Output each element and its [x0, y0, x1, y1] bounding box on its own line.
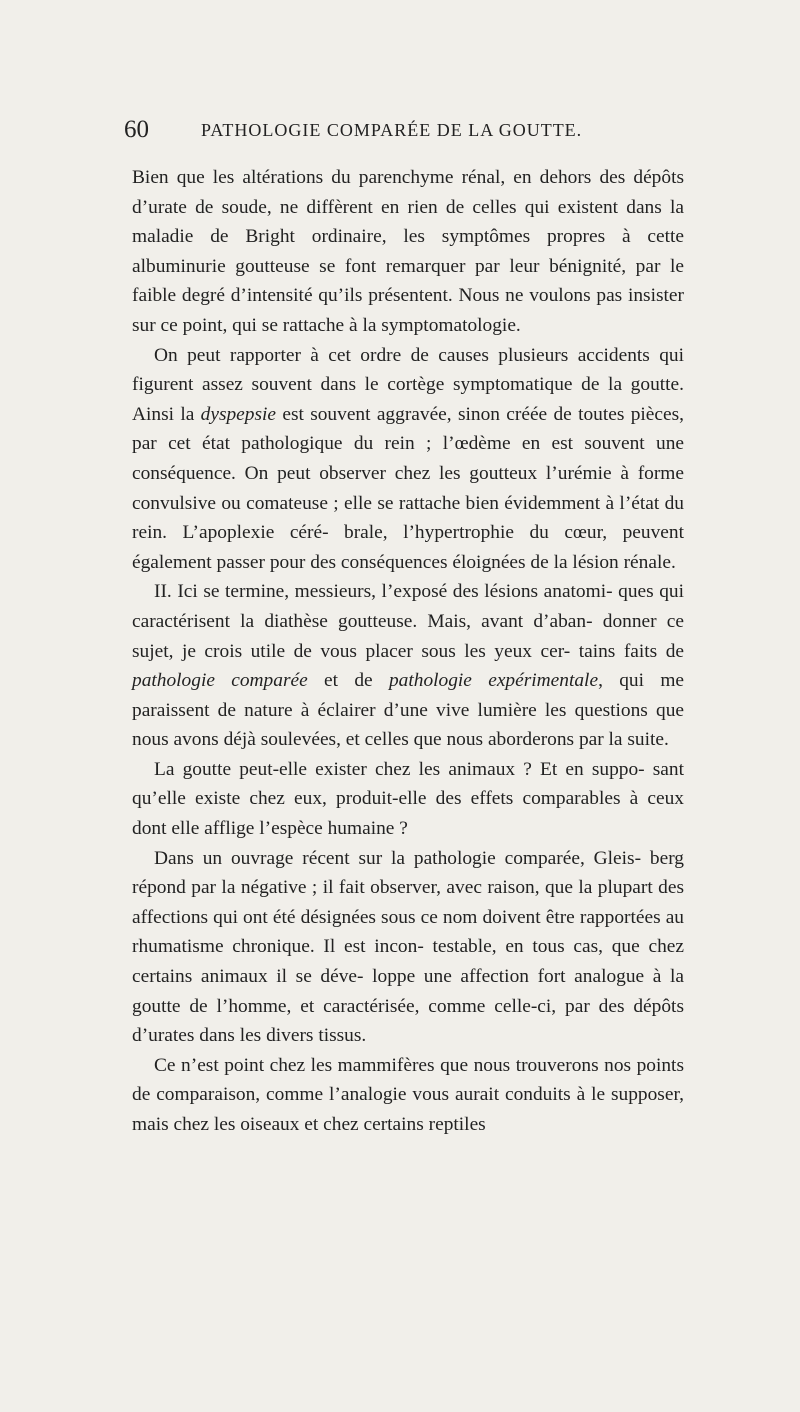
italic-term-pathologie-comparee: pathologie comparée: [132, 670, 308, 692]
paragraph-1-text: Bien que les altérations du parenchyme rénal, en dehors des dépôts d’urate de soude, ne diffèrent en rien de celles qui existent dans la maladie de Bright ordinaire, les symptômes propres à cette albuminurie goutteuse se font remarquer par leur bénignité, par le faible degré d’intensité qu’ils présentent. Nous ne voulons pas insister sur ce point, qui se rattache à la symptomatologie.: [132, 167, 684, 336]
page-number: 60: [124, 116, 149, 143]
running-title: PATHOLOGIE COMPARÉE DE LA GOUTTE.: [201, 120, 583, 140]
paragraph-3-text-start: II. Ici se termine, messieurs, l’exposé des lésions anatomi- ques qui caractérisent la diathèse goutteuse. Mais, avant d’aban- donner ce sujet, je crois utile de vous placer sous les yeux cer- tains faits de: [132, 581, 684, 662]
italic-term-pathologie-experimentale: pathologie expérimentale: [388, 670, 599, 692]
body-text: [132, 163, 684, 1140]
page-header: [124, 116, 680, 150]
paragraph-3-text-end: , qui me paraissent de nature à éclairer d’une vive lumière les questions que nous avons déjà soulevées, et celles que nous aborderons par la suite.: [132, 670, 685, 751]
paragraph-3: [132, 577, 684, 755]
paragraph-2-text-end: est souvent aggravée, sinon créée de toutes pièces, par cet état pathologique du rein ; l’œdème en est souvent une conséquence. On peut observer chez les goutteux l’urémie à forme convulsive ou comateuse ; elle se rattache bien évidemment à l’état du rein. L’apoplexie céré- brale, l’hypertrophie du cœur, peuvent également passer pour des conséquences éloignées de la lésion rénale.: [132, 403, 684, 573]
paragraph-5-text: Dans un ouvrage récent sur la pathologie comparée, Gleis- berg répond par la négative ; il fait observer, avec raison, que la plupart des affections qui ont été désignées sous ce nom doivent être rapportées au rhumatisme chronique. Il est incon- testable, en tous cas, que chez certains animaux il se déve- loppe une affection fort analogue à la goutte de l’homme, et caractérisée, comme celle-ci, par des dépôts d’urates dans les divers tissus.: [132, 847, 684, 1047]
paragraph-2-text-start: On peut rapporter à cet ordre de causes plusieurs accidents qui figurent assez souvent dans le cortège symptomatique de la goutte. Ainsi la: [132, 344, 684, 425]
paragraph-5: [132, 844, 684, 1051]
paragraph-4-text: La goutte peut-elle exister chez les animaux ? Et en suppo- sant qu’elle existe chez eux, produit-elle des effets comparables à ceux dont elle afflige l’espèce humaine ?: [132, 758, 684, 840]
paragraph-1: [132, 163, 684, 341]
paragraph-2: [132, 341, 684, 578]
paragraph-3-text-middle: et de: [307, 670, 389, 692]
paragraph-4: [132, 755, 684, 844]
paragraph-6: [132, 1051, 684, 1140]
paragraph-6-text: Ce n’est point chez les mammifères que nous trouverons nos points de comparaison, comme l’analogie vous aurait conduits à le supposer, mais chez les oiseaux et chez certains reptiles: [132, 1054, 684, 1135]
italic-term-dyspepsie: dyspepsie: [200, 403, 277, 425]
